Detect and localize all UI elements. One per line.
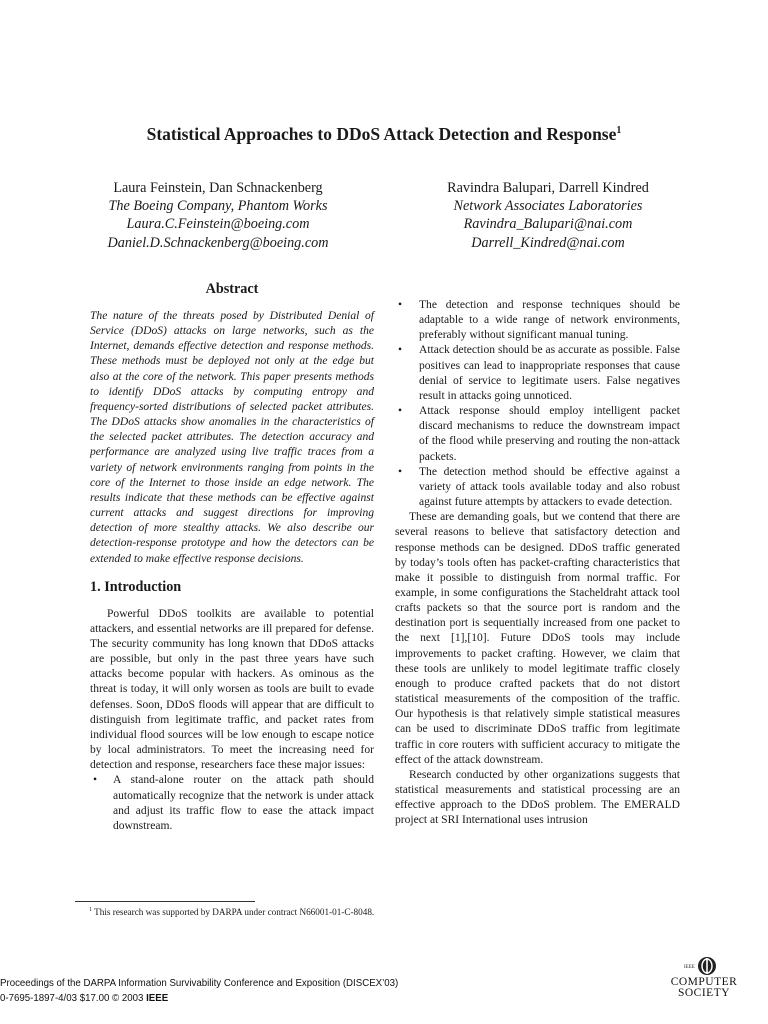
author-affiliation: The Boeing Company, Phantom Works: [108, 198, 328, 215]
author-email: Ravindra_Balupari@nai.com: [463, 216, 633, 233]
ieee-text: IEEE: [146, 993, 169, 1004]
introduction-heading: 1. Introduction: [90, 578, 182, 595]
list-item: [90, 773, 374, 834]
bullet-icon: •: [93, 774, 98, 787]
list-item: [395, 404, 680, 465]
introduction-paragraph: Powerful DDoS toolkits are available to potential attackers, and essential networks are ill prepared for defense. The security community has long known that DDoS attacks are possible, but only in the past three years have such attacks become popular with hackers. As ominous as the threat is today, it will only worsen as tools are built to evade defenses. Soon, DDoS floods will appear that are difficult to distinguish from legitimate traffic, and packet rates from individual flood sources will be low enough to escape notice by local administrators. To meet the increasing need for detection and response, researchers face these major issues:: [90, 607, 374, 772]
isbn-text: 0-7695-1897-4/03 $17.00 © 2003: [0, 993, 147, 1004]
list-item: [395, 343, 680, 404]
list-item-text: A stand-alone router on the attack path should automatically recognize that the network is under attack and adjust its traffic flow to ease the attack impact downstream.: [113, 774, 374, 832]
bullet-icon: •: [398, 299, 403, 311]
right-column: [395, 298, 680, 828]
footnote-mark: 1: [89, 907, 92, 913]
bullet-icon: •: [398, 465, 403, 478]
list-item-text: The detection method should be effective against a variety of attack tools available today and also robust against future attempts by attackers to evade detection.: [419, 465, 680, 509]
author-names: Laura Feinstein, Dan Schnackenberg: [113, 180, 323, 196]
abstract-heading: Abstract: [205, 281, 259, 297]
author-block-nai: [406, 179, 690, 252]
logo-small-text: IEEE: [684, 965, 695, 970]
body-paragraph: These are demanding goals, but we contend that there are several reasons to believe that satisfactory detection and response methods can be designed. DDoS traffic generated by today’s tools often has packet-crafting characteristics that make it possible to distinguish from normal traffic. For example, in some configurations the Stacheldraht attack tool crafts packets so that the source port is random and the destination port is sequentially increased from one packet to the next [1],[10]. Future DDoS tools may include improvements to packet crafting. However, we claim that these tools are unlikely to model legitimate traffic closely enough to produce crafted packets that do not distort statistical measurements of the composition of the traffic. Our hypothesis is that relatively simple statistical measures can be used to discriminate DDoS traffic from legitimate traffic in core routers with sufficient accuracy to mitigate the effect of the attack downstream.: [395, 511, 680, 766]
list-item-text: Attack response should employ intelligent packet discard mechanisms to reduce the downstream impact of the flood while preserving and routing the non-attack packets.: [419, 405, 680, 463]
list-item: [395, 298, 680, 343]
title-text: Statistical Approaches to DDoS Attack Detection and Response: [146, 124, 617, 144]
footnote: [89, 907, 374, 917]
author-names: Ravindra Balupari, Darrell Kindred: [447, 180, 649, 196]
isbn-line: [0, 991, 398, 1006]
ieee-emblem-icon: [664, 955, 744, 977]
bullet-icon: •: [398, 344, 403, 357]
left-column: [90, 280, 374, 834]
footnote-divider: [75, 901, 255, 902]
issues-list-continued: [395, 298, 680, 510]
list-item-text: The detection and response techniques should be adaptable to a wide range of network environments, preferably without significant manual tuning.: [419, 299, 680, 342]
computer-society-logo: [664, 955, 744, 1005]
abstract-body: The nature of the threats posed by Distributed Denial of Service (DDoS) attacks on large networks, such as the Internet, demands effective detection and response methods. These methods must be deployed not only at the edge but also at the core of the network. This paper presents methods to identify DDoS attacks by computing entropy and frequency-sorted distributions of selected packet attributes. The DDoS attacks show anomalies in the characteristics of the selected packet attributes. The detection accuracy and performance are analyzed using live traffic traces from a variety of network environments ranging from points in the core of the Internet to those inside an edge network. The results indicate that these methods can be effective against current attacks and suggest directions for improving detection of more stealthy attacks. We also describe our detection-response prototype and how the detectors can be extended to make effective response decisions.: [90, 310, 374, 565]
body-paragraph: Research conducted by other organizations suggests that statistical measurements and statistical processing are an effective approach to the DDoS problem. The EMERALD project at SRI International uses intrusion: [395, 768, 680, 827]
author-email: Laura.C.Feinstein@boeing.com: [126, 216, 310, 233]
proceedings-line: Proceedings of the DARPA Information Survivability Conference and Exposition (DISCEX’03): [0, 978, 399, 989]
author-email: Daniel.D.Schnackenberg@boeing.com: [107, 234, 329, 251]
list-item-text: Attack detection should be as accurate as possible. False positives can lead to inappropriate responses that cause denial of service to legitimate users. False negatives result in attacks going unnoticed.: [419, 344, 680, 402]
page-title: [0, 124, 768, 145]
proceedings-info: [0, 976, 398, 1006]
title-footnote-mark: 1: [616, 125, 622, 137]
author-email: Darrell_Kindred@nai.com: [471, 234, 625, 251]
bullet-icon: •: [398, 405, 403, 418]
footnote-text: This research was supported by DARPA under contract N66001-01-C-8048.: [94, 907, 375, 918]
author-affiliation: Network Associates Laboratories: [453, 198, 643, 215]
logo-text-society: SOCIETY: [677, 987, 731, 999]
author-block-boeing: [76, 179, 360, 252]
issues-list: [90, 773, 374, 834]
list-item: [395, 465, 680, 510]
logo-text-computer: COMPUTER: [670, 976, 738, 988]
